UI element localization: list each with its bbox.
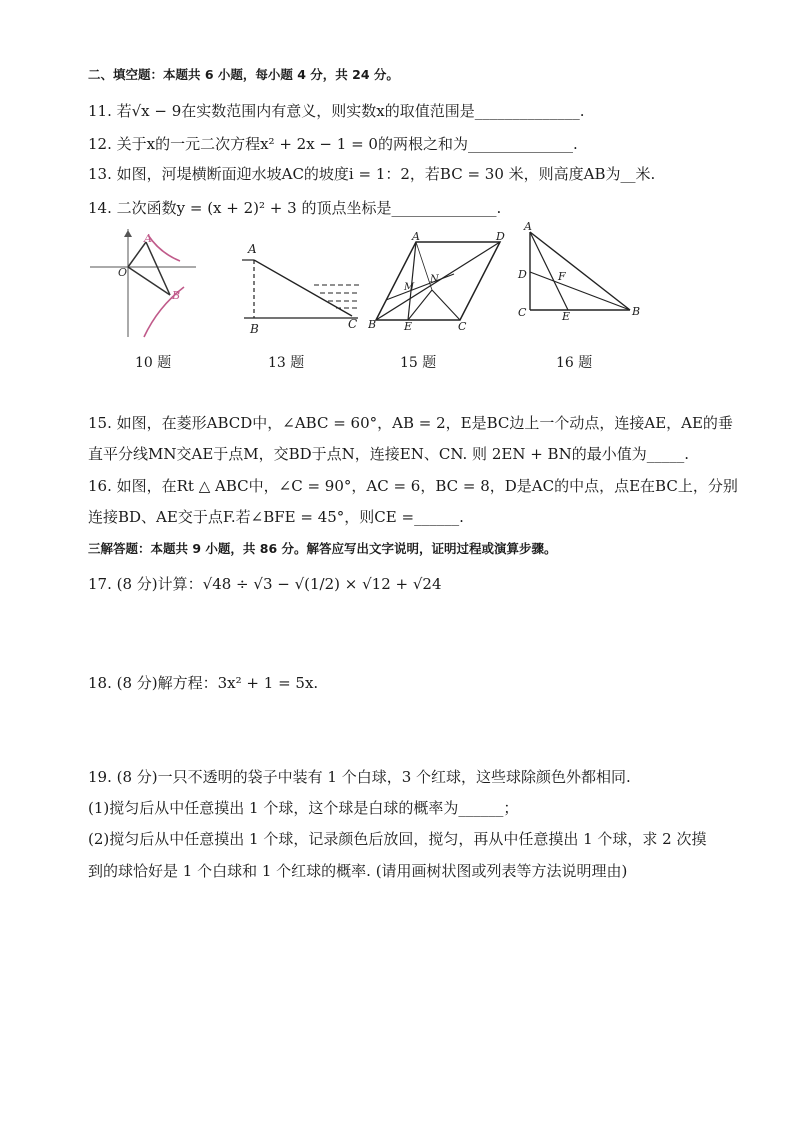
label-f: F [558, 270, 566, 283]
label-c: C [518, 306, 527, 319]
question-19-part-2-line-1: (2)搅匀后从中任意摸出 1 个球，记录颜色后放回，搅匀，再从中任意摸出 1 个球，求 2 次摸 [88, 830, 707, 848]
label-a: A [412, 230, 420, 243]
figure-16 [512, 220, 652, 325]
question-19-part-2-line-2: 到的球恰好是 1 个白球和 1 个红球的概率. (请用画树状图或列表等方法说明理由) [88, 862, 628, 880]
figure-13 [236, 238, 366, 338]
question-12: 12. 关于x的一元二次方程x² + 2x − 1 = 0的两根之和为______________. [88, 135, 578, 153]
question-18: 18. (8 分)解方程：3x² + 1 = 5x. [88, 674, 319, 692]
question-19-part-1: (1)搅匀后从中任意摸出 1 个球，这个球是白球的概率为______； [88, 799, 519, 817]
question-17: 17. (8 分)计算：√48 ÷ √3 − √(1/2) × √12 + √24 [88, 575, 442, 593]
label-c: C [348, 317, 358, 331]
label-c: C [458, 320, 467, 333]
label-d: D [496, 230, 505, 243]
label-d: D [518, 268, 527, 281]
question-15-line-2: 直平分线MN交AE于点M，交BD于点N，连接EN、CN. 则 2EN + BN的最小值为_____. [88, 445, 689, 463]
question-16-line-2: 连接BD、AE交于点F.若∠BFE = 45°，则CE =______. [88, 508, 464, 526]
label-n: N [430, 274, 439, 285]
question-14: 14. 二次函数y = (x + 2)² + 3 的顶点坐标是______________. [88, 199, 502, 217]
label-o: O [118, 266, 128, 279]
caption-16: 16 题 [556, 355, 593, 371]
label-b: B [368, 318, 377, 331]
figure-10 [88, 225, 200, 340]
question-15-line-1: 15. 如图，在菱形ABCD中，∠ABC = 60°，AB = 2，E是BC边上一个动点，连接AE，AE的垂 [88, 414, 733, 432]
label-m: M [404, 282, 415, 293]
question-19: 19. (8 分)一只不透明的袋子中装有 1 个白球，3 个红球，这些球除颜色外都相同. [88, 768, 631, 786]
question-13: 13. 如图，河堤横断面迎水坡AC的坡度i = 1：2，若BC = 30 米，则高度AB为__米. [88, 165, 656, 183]
caption-15: 15 题 [400, 355, 437, 371]
label-b: B [172, 289, 181, 302]
caption-10: 10 题 [135, 355, 172, 371]
question-11: 11. 若√x − 9在实数范围内有意义，则实数x的取值范围是______________. [88, 102, 585, 120]
label-a: A [248, 242, 257, 256]
section-3-heading: 三解答题：本题共 9 小题，共 86 分。解答应写出文字说明，证明过程或演算步骤。 [88, 541, 557, 556]
label-a: A [524, 220, 532, 233]
figure-15 [368, 230, 513, 335]
label-e: E [404, 320, 413, 333]
question-16-line-1: 16. 如图，在Rt △ ABC中，∠C = 90°，AC = 6，BC = 8，D是AC的中点，点E在BC上，分别 [88, 477, 738, 495]
section-2-heading: 二、填空题：本题共 6 小题，每小题 4 分，共 24 分。 [88, 67, 399, 82]
label-b: B [632, 305, 641, 318]
label-b: B [250, 322, 259, 336]
label-a: A [144, 232, 152, 245]
label-e: E [562, 310, 571, 323]
caption-13: 13 题 [268, 355, 305, 371]
